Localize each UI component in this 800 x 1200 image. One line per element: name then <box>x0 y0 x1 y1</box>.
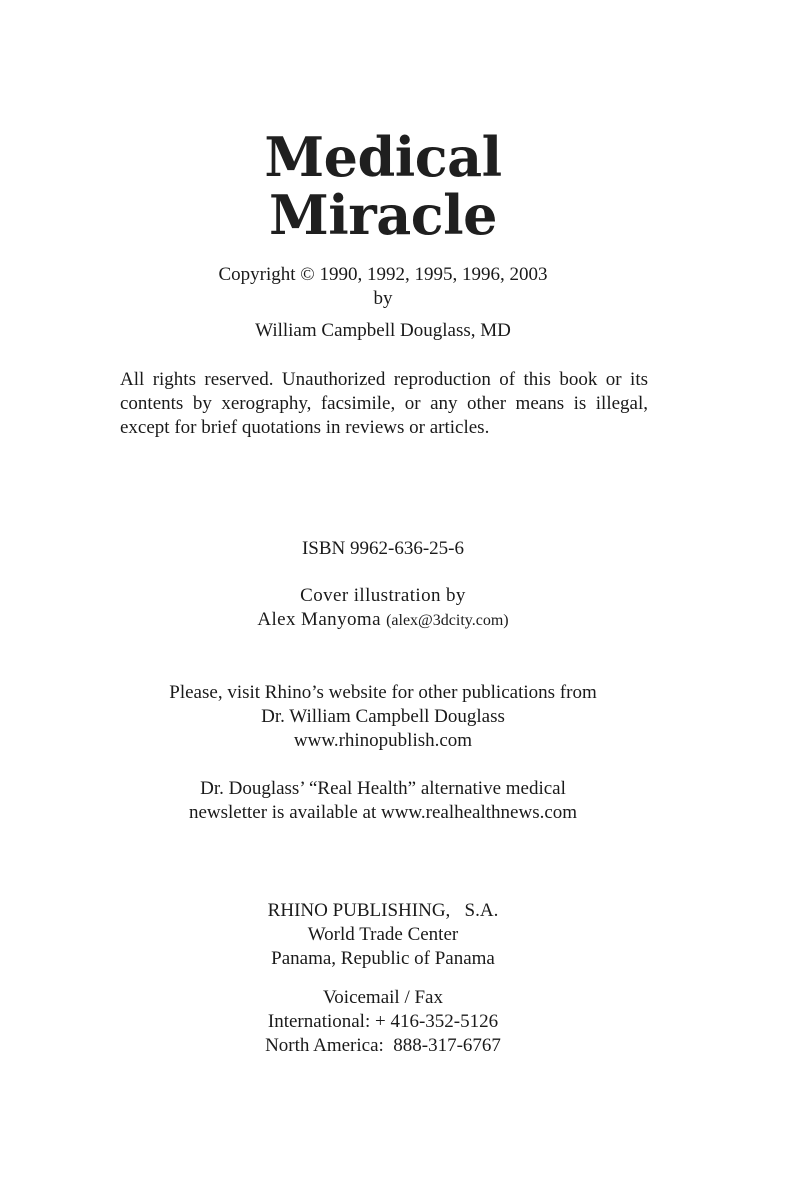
publisher-address <box>0 899 766 971</box>
newsletter-line-2: newsletter is available at www.realhealthnews.com <box>188 802 578 823</box>
author-name: William Campbell Douglass, MD <box>255 320 511 341</box>
cover-credit <box>0 584 766 633</box>
website-notice-line-2: Dr. William Campbell Douglass <box>261 706 505 727</box>
cover-artist-email: (alex@3dcity.com) <box>386 612 509 629</box>
book-title-line-1: Medical <box>264 125 502 189</box>
cover-artist: Alex Manyoma <box>257 609 381 630</box>
contact-north-america: North America: 888-317-6767 <box>265 1035 501 1056</box>
contact-international: International: + 416-352-5126 <box>267 1011 499 1032</box>
newsletter-line-1: Dr. Douglass’ “Real Health” alternative medical <box>200 778 566 799</box>
book-title <box>0 125 766 247</box>
website-url: www.rhinopublish.com <box>293 730 473 751</box>
website-notice-line-1: Please, visit Rhino’s website for other publications from <box>169 682 597 703</box>
cover-credit-line: Cover illustration by <box>300 585 466 606</box>
copyright-block <box>0 263 766 343</box>
copyright-line: Copyright © 1990, 1992, 1995, 1996, 2003 <box>218 264 548 285</box>
publisher-address-line-1: World Trade Center <box>307 924 459 945</box>
website-notice <box>0 681 766 753</box>
publisher-address-line-2: Panama, Republic of Panama <box>271 948 495 969</box>
rights-statement: All rights reserved. Unauthorized reproduction of this book or its contents by xerography, facsimile, or any other means is illegal, except for brief quotations in reviews or articles. <box>120 369 648 438</box>
copyright-by: by <box>373 288 393 309</box>
newsletter-notice <box>0 777 766 825</box>
isbn-text: ISBN 9962-636-25-6 <box>301 538 465 559</box>
book-title-line-2: Miracle <box>269 183 497 247</box>
isbn <box>0 537 766 561</box>
contact-heading: Voicemail / Fax <box>323 987 443 1008</box>
cover-artist-line <box>0 608 766 633</box>
publisher-name: RHINO PUBLISHING, S.A. <box>267 900 499 921</box>
publisher-contact <box>0 986 766 1058</box>
